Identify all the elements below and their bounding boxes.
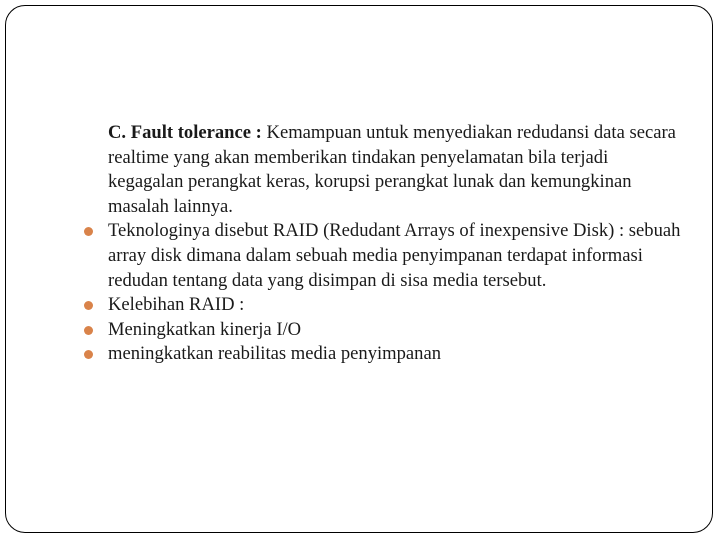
bullet-icon	[84, 227, 93, 236]
bullet-icon	[84, 350, 93, 359]
bullet-icon	[84, 301, 93, 310]
bullet-text: meningkatkan reabilitas media penyimpanan	[108, 343, 442, 365]
bullet-icon	[84, 326, 93, 335]
bullet-item-io-performance	[84, 318, 684, 343]
bullet-text: Teknologinya disebut RAID (Redudant Arrays of inexpensive Disk) : sebuah array disk dimana dalam sebuah media penyimpanan terdapat informasi redudan tentang data yang disimpan di sisa media tersebut.	[108, 220, 681, 291]
bullet-item-raid-advantages	[84, 293, 684, 318]
fault-tolerance-paragraph	[84, 121, 684, 219]
bullet-text: Kelebihan RAID :	[108, 294, 245, 316]
bullet-item-raid-technology	[84, 219, 684, 293]
bullet-text: Meningkatkan kinerja I/O	[108, 318, 302, 340]
fault-tolerance-term: C. Fault tolerance :	[108, 122, 262, 143]
fault-tolerance-definition: Kemampuan untuk menyediakan redudansi data secara realtime yang akan memberikan tindakan penyelamatan bila terjadi kegagalan perangkat keras, korupsi perangkat lunak dan kemungkinan masalah lainnya.	[108, 122, 676, 217]
bullet-item-reliability	[84, 342, 684, 367]
slide-frame	[5, 5, 713, 533]
slide-content	[84, 121, 684, 367]
